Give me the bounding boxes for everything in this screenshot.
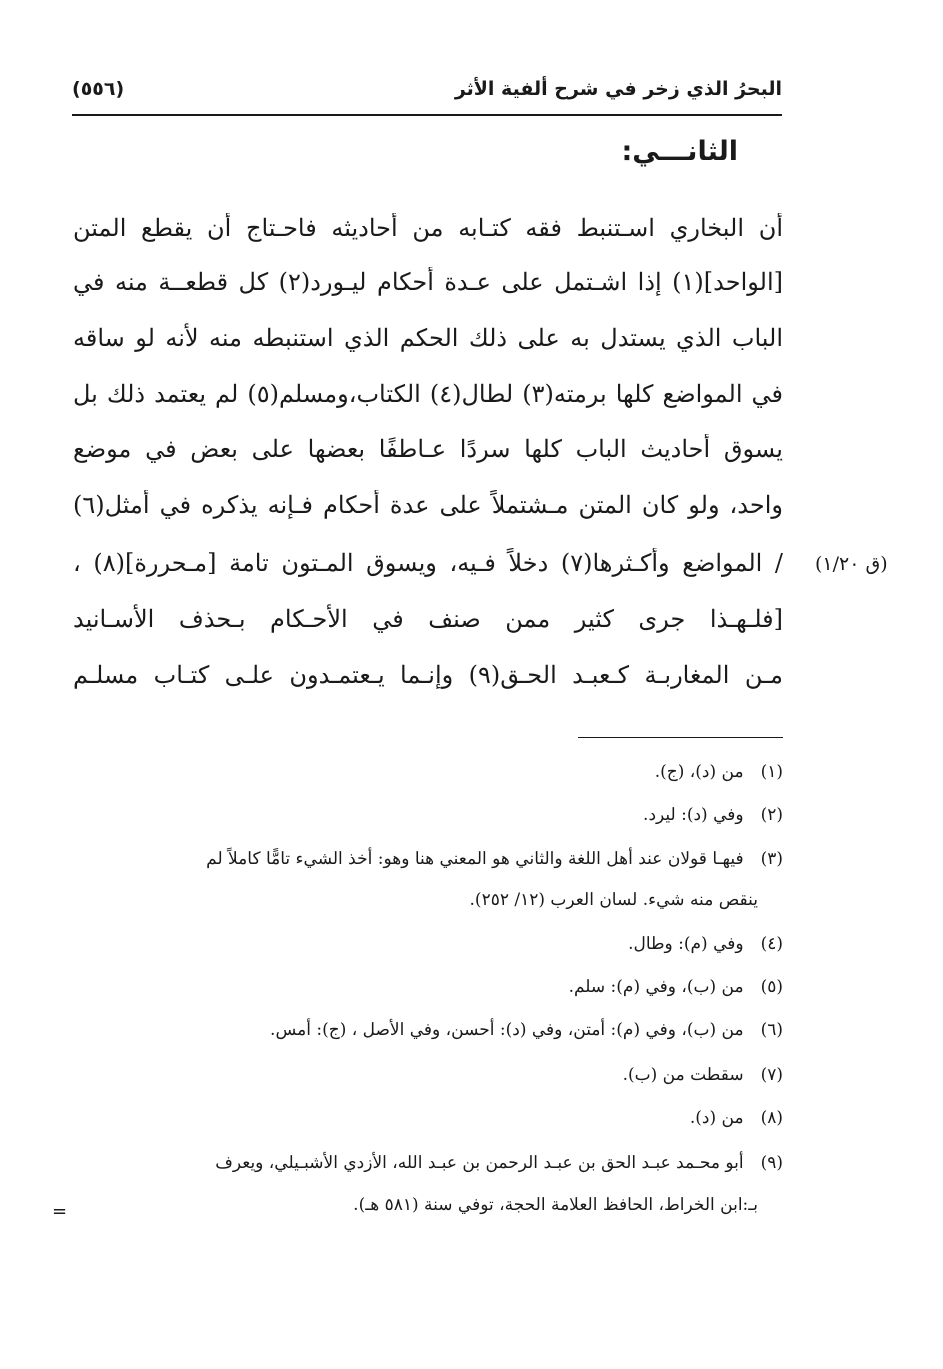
footnote: [73, 932, 783, 956]
footnote: [73, 1063, 783, 1087]
section-heading: الثانـــي:: [621, 136, 738, 167]
footnote-number: (٧): [760, 1065, 783, 1085]
manuscript-folio-note: (ق ١/٢٠): [815, 553, 888, 575]
header-rule: [72, 114, 782, 116]
body-line: الباب الذي يستدل به على ذلك الحكم الذي استنبطه منه لأنه لو ساقه: [73, 324, 783, 352]
footnote-text: من (ب)، وفي (م): أمتن، وفي (د): أحسن، وفي الأصل ، (ج): أمس.: [270, 1020, 744, 1040]
footnote: [73, 803, 783, 827]
page-header: [72, 72, 782, 116]
page-number: (٥٥٦): [72, 78, 125, 100]
footnote-text: من (ب)، وفي (م): سلم.: [568, 977, 744, 997]
footnote: [73, 1106, 783, 1130]
footnote-rule: [578, 737, 783, 738]
footnote-number: (٤): [760, 934, 783, 954]
body-line: في المواضع كلها برمته(٣) لطال(٤) الكتاب،ومسلم(٥) لم يعتمد ذلك بل: [73, 380, 783, 408]
footnote-text: من (د).: [689, 1108, 744, 1128]
footnote-text: من (د)، (ج).: [654, 762, 744, 782]
footnote: [73, 975, 783, 999]
body-line: أن البخاري اسـتنبط فقه كتـابه من أحاديثه فاحـتاج أن يقطع المتن: [73, 214, 783, 242]
footnote-number: (٨): [760, 1108, 783, 1128]
footnote: [73, 1151, 783, 1175]
footnote-number: (٦): [760, 1020, 783, 1040]
footnote-text: وفي (م): وطال.: [628, 934, 744, 954]
footnote-number: (٣): [760, 849, 783, 869]
footnote-text: أبو محـمد عبـد الحق بن عبـد الرحمن بن عبـد الله، الأزدي الأشبـيلي، ويعرف: [215, 1153, 744, 1173]
body-line: مـن المغاربـة كـعبـد الحـق(٩) وإنـما يـعتمـدون علـى كتـاب مسلـم: [73, 661, 783, 689]
footnote-text: ينقص منه شيء. لسان العرب (١٢/ ٢٥٢).: [469, 890, 758, 910]
footnote-number: (١): [760, 762, 783, 782]
footnote: [73, 847, 783, 871]
footnote-text: فيهـا قولان عند أهل اللغة والثاني هو المعني هنا وهو: أخذ الشيء تامًّا كاملاً لم: [206, 849, 744, 869]
continuation-mark: =: [52, 1201, 68, 1222]
body-line: واحد، ولو كان المتن مـشتملاً على عدة أحكام فـإنه يذكره في أمثل(٦): [73, 491, 783, 519]
book-title: البحرُ الذي زخر في شرح ألفية الأثر: [454, 78, 782, 100]
body-line: / المواضع وأكـثرها(٧) دخلاً فـيه، ويسوق المـتون تامة [مـحررة](٨) ،: [73, 549, 783, 577]
footnote-text: سقطت من (ب).: [622, 1065, 744, 1085]
footnote-continuation: [48, 888, 758, 912]
body-line: [فلـهـذا جرى كثير ممن صنف في الأحـكام بـحذف الأسـانيد: [73, 605, 783, 633]
footnote: [73, 760, 783, 784]
footnote-number: (٩): [760, 1153, 783, 1173]
footnote-text: بـ:ابن الخراط، الحافظ العلامة الحجة، توفي سنة (٥٨١ هـ).: [353, 1195, 758, 1215]
footnote-number: (٥): [760, 977, 783, 997]
footnote-continuation: [48, 1193, 758, 1217]
footnote-number: (٢): [760, 805, 783, 825]
footnote-text: وفي (د): ليرد.: [643, 805, 744, 825]
body-line: يسوق أحاديث الباب كلها سردًا عـاطفًا بعضها على بعض في موضع: [73, 435, 783, 463]
footnote: [73, 1018, 783, 1042]
body-line: [الواحد](١) إذا اشـتمل على عـدة أحكام ليـورد(٢) كل قطعــة منه في: [73, 268, 783, 296]
